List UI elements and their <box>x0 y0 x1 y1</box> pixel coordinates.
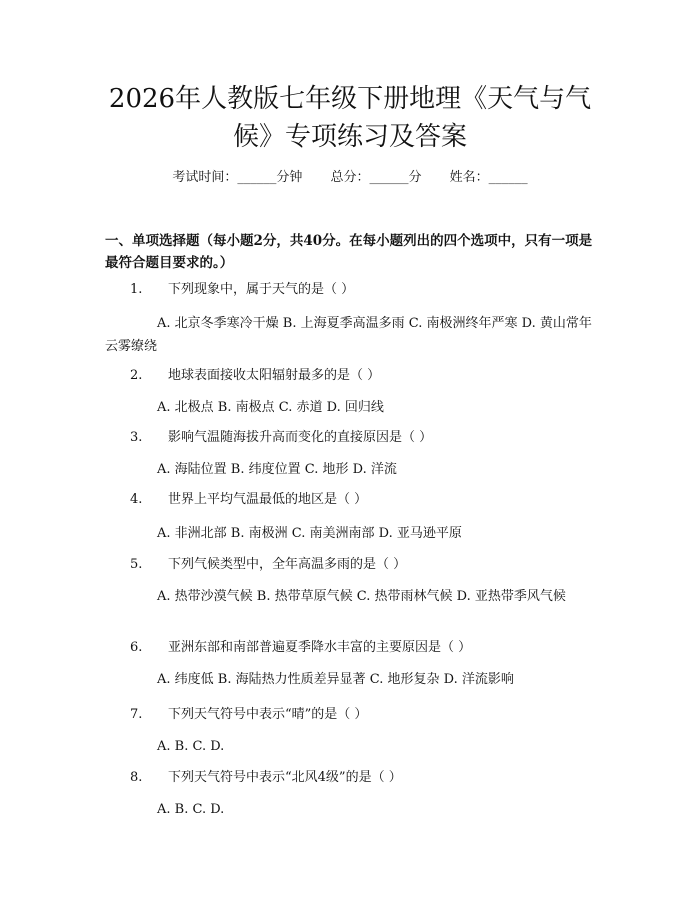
question-number: 6. <box>130 640 143 655</box>
question-text: 亚洲东部和南部普遍夏季降水丰富的主要原因是（ ） <box>168 640 472 655</box>
question-options: A. 海陆位置 B. 纬度位置 C. 地形 D. 洋流 <box>157 462 397 477</box>
exam-time-field: 考试时间：______分钟 <box>172 170 303 185</box>
question-stem <box>105 366 600 386</box>
question-options: A. 热带沙漠气候 B. 热带草原气候 C. 热带雨林气候 D. 亚热带季风气候 <box>157 589 566 604</box>
question-text: 下列天气符号中表示“北风4级”的是（ ） <box>168 770 402 785</box>
question-options: A. 非洲北部 B. 南极洲 C. 南美洲南部 D. 亚马逊平原 <box>157 526 462 541</box>
question-number: 3. <box>130 430 143 445</box>
question-number: 7. <box>130 707 143 722</box>
question-text: 下列天气符号中表示“晴”的是（ ） <box>168 707 368 722</box>
section-heading: 一、单项选择题（每小题2分，共40分。在每小题列出的四个选项中，只有一项是最符合题目要求的。） <box>105 233 593 271</box>
question-text: 影响气温随海拔升高而变化的直接原因是（ ） <box>168 430 433 445</box>
question-number: 2. <box>130 368 143 383</box>
total-score-field: 总分：______分 <box>330 170 422 185</box>
question-text: 下列现象中，属于天气的是（ ） <box>168 282 355 297</box>
question-options: A. 北极点 B. 南极点 C. 赤道 D. 回归线 <box>157 400 384 415</box>
question-text: 世界上平均气温最低的地区是（ ） <box>168 492 368 507</box>
document-title: 2026年人教版七年级下册地理《天气与气候》专项练习及答案 <box>108 84 592 152</box>
question-stem <box>105 768 600 788</box>
question-number: 8. <box>130 770 143 785</box>
name-field: 姓名：______ <box>449 170 528 185</box>
question-options: A. 北京冬季寒冷干燥 B. 上海夏季高温多雨 C. 南极洲终年严寒 D. 黄山常年云雾缭绕 <box>105 316 592 354</box>
question-stem <box>105 555 600 575</box>
question-number: 1. <box>130 282 143 297</box>
question-stem <box>105 490 600 510</box>
question-text: 下列气候类型中，全年高温多雨的是（ ） <box>168 557 407 572</box>
question-options: A. B. C. D. <box>157 739 225 754</box>
question-number: 4. <box>130 492 143 507</box>
question-stem <box>105 428 600 448</box>
question-options: A. 纬度低 B. 海陆热力性质差异显著 C. 地形复杂 D. 洋流影响 <box>157 672 514 687</box>
question-number: 5. <box>130 557 143 572</box>
question-text: 地球表面接收太阳辐射最多的是（ ） <box>168 368 381 383</box>
question-options: A. B. C. D. <box>157 802 225 817</box>
question-stem <box>105 280 600 300</box>
question-stem <box>105 705 600 725</box>
question-stem <box>105 638 600 658</box>
